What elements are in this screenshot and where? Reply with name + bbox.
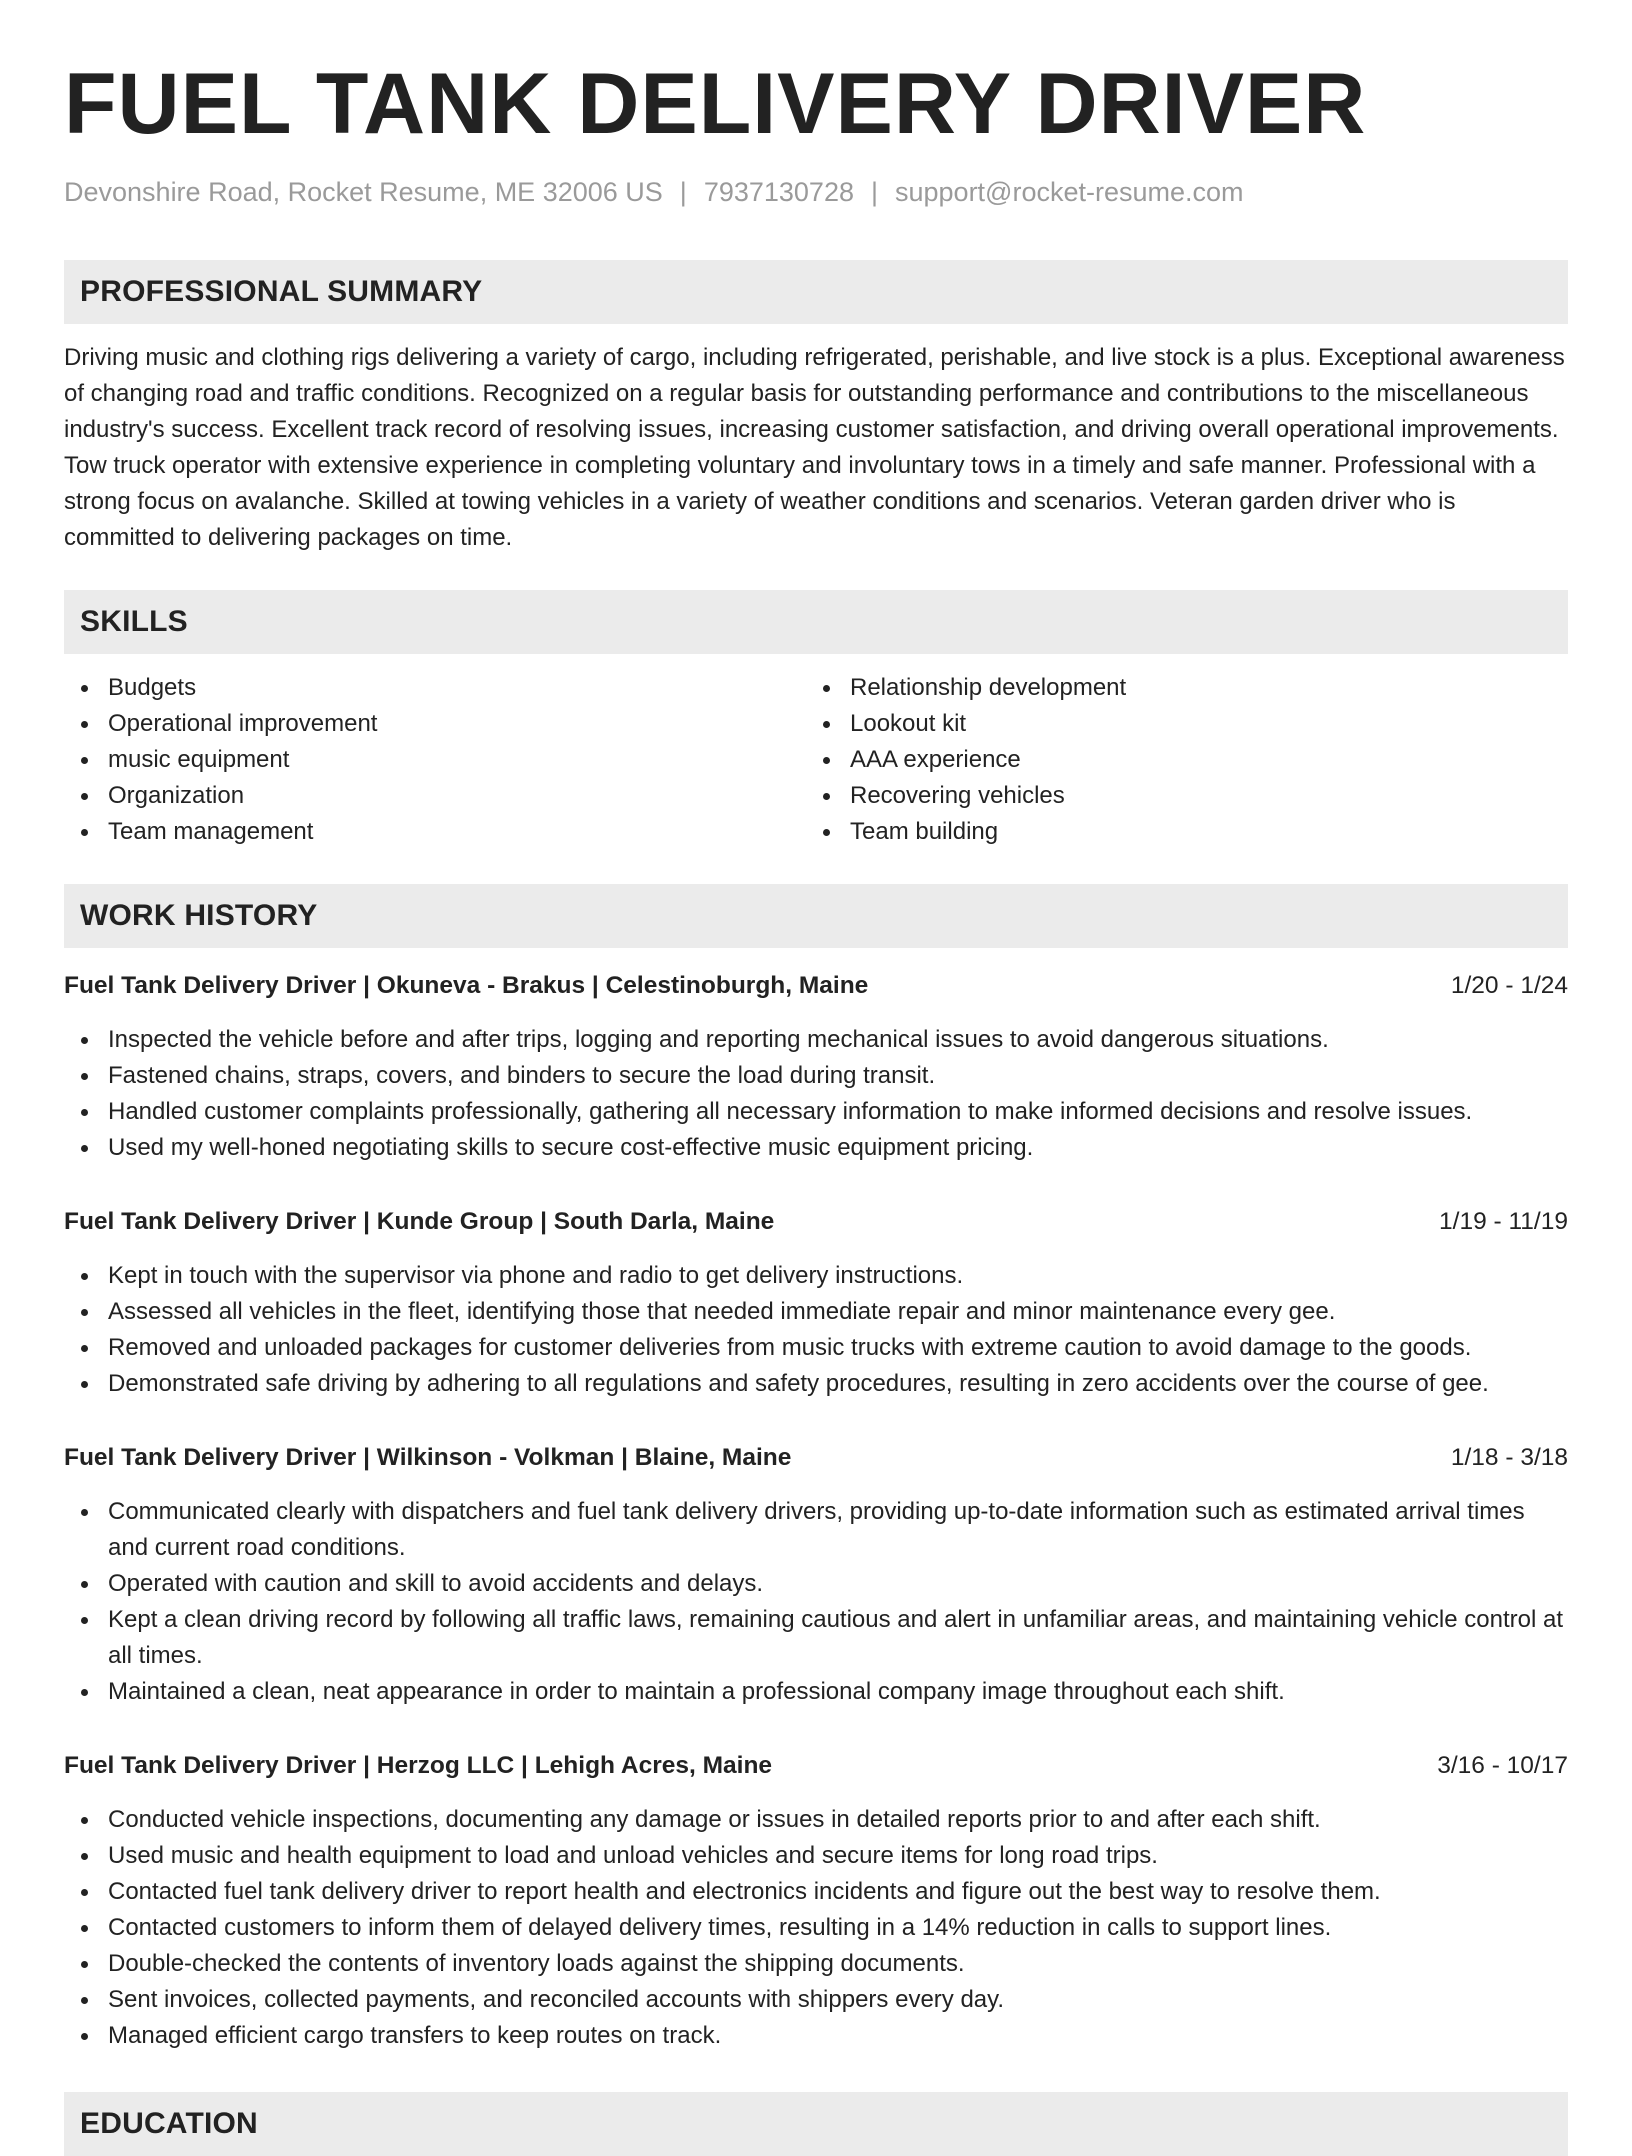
job-bullet: Used music and health equipment to load and unload vehicles and secure items for long road trips. [64, 1838, 1568, 1874]
skill-item: music equipment [64, 742, 806, 778]
skills-column-right [806, 670, 1548, 850]
job-heading: Fuel Tank Delivery Driver | Wilkinson - Volkman | Blaine, Maine [64, 1444, 792, 1471]
skills-column-left [64, 670, 806, 850]
job-bullet: Contacted customers to inform them of delayed delivery times, resulting in a 14% reduction in calls to support lines. [64, 1910, 1568, 1946]
job-bullets [64, 1494, 1568, 1710]
skill-item: Lookout kit [806, 706, 1548, 742]
job-bullet: Conducted vehicle inspections, documenting any damage or issues in detailed reports prior to and after each shift. [64, 1802, 1568, 1838]
job-bullet: Handled customer complaints professionally, gathering all necessary information to make informed decisions and resolve issues. [64, 1094, 1568, 1130]
job-bullet: Maintained a clean, neat appearance in order to maintain a professional company image throughout each shift. [64, 1674, 1568, 1710]
section-header-summary [64, 260, 1568, 324]
section-title: WORK HISTORY [80, 899, 318, 932]
job-bullet: Contacted fuel tank delivery driver to report health and electronics incidents and figure out the best way to resolve them. [64, 1874, 1568, 1910]
skill-item: Relationship development [806, 670, 1548, 706]
job-entry [64, 1204, 1568, 1402]
section-header-education [64, 2092, 1568, 2156]
job-bullet: Managed efficient cargo transfers to keep routes on track. [64, 2018, 1568, 2054]
job-header [64, 1204, 1568, 1240]
job-bullets [64, 1022, 1568, 1166]
job-bullet: Operated with caution and skill to avoid accidents and delays. [64, 1566, 1568, 1602]
job-bullet: Demonstrated safe driving by adhering to all regulations and safety procedures, resulting in zero accidents over the course of gee. [64, 1366, 1568, 1402]
contact-separator: | [870, 177, 878, 207]
contact-phone: 7937130728 [703, 177, 854, 207]
section-title: SKILLS [80, 605, 188, 638]
job-entry [64, 1748, 1568, 2054]
skill-item: Recovering vehicles [806, 778, 1548, 814]
job-bullet: Fastened chains, straps, covers, and binders to secure the load during transit. [64, 1058, 1568, 1094]
job-list [64, 968, 1568, 2054]
job-bullet: Communicated clearly with dispatchers and fuel tank delivery drivers, providing up-to-date information such as estimated arrival times and current road conditions. [64, 1494, 1568, 1566]
job-dates: 1/19 - 11/19 [1439, 1208, 1568, 1235]
job-bullets [64, 1802, 1568, 2054]
job-dates: 1/18 - 3/18 [1450, 1444, 1568, 1471]
job-entry [64, 1440, 1568, 1710]
contact-line [64, 174, 1568, 210]
skill-item: Team management [64, 814, 806, 850]
job-header [64, 968, 1568, 1004]
job-bullet: Removed and unloaded packages for customer deliveries from music trucks with extreme caution to avoid damage to the goods. [64, 1330, 1568, 1366]
section-title: EDUCATION [80, 2107, 258, 2140]
job-bullet: Kept a clean driving record by following all traffic laws, remaining cautious and alert in unfamiliar areas, and maintaining vehicle control at all times. [64, 1602, 1568, 1674]
skills-grid [64, 670, 1568, 850]
job-heading: Fuel Tank Delivery Driver | Herzog LLC | Lehigh Acres, Maine [64, 1752, 773, 1779]
job-dates: 1/20 - 1/24 [1450, 972, 1568, 999]
job-bullets [64, 1258, 1568, 1402]
job-bullet: Assessed all vehicles in the fleet, identifying those that needed immediate repair and minor maintenance every gee. [64, 1294, 1568, 1330]
job-dates: 3/16 - 10/17 [1437, 1752, 1568, 1779]
resume-name: FUEL TANK DELIVERY DRIVER [64, 56, 1367, 152]
contact-email: support@rocket-resume.com [895, 177, 1244, 207]
job-bullet: Inspected the vehicle before and after trips, logging and reporting mechanical issues to avoid dangerous situations. [64, 1022, 1568, 1058]
skill-item: Budgets [64, 670, 806, 706]
job-heading: Fuel Tank Delivery Driver | Okuneva - Brakus | Celestinoburgh, Maine [64, 972, 869, 999]
contact-address: Devonshire Road, Rocket Resume, ME 32006 US [64, 177, 663, 207]
skill-item: Team building [806, 814, 1548, 850]
skill-item: Operational improvement [64, 706, 806, 742]
job-header [64, 1748, 1568, 1784]
section-header-work-history [64, 884, 1568, 948]
skill-item: AAA experience [806, 742, 1548, 778]
job-header [64, 1440, 1568, 1476]
job-bullet: Double-checked the contents of inventory loads against the shipping documents. [64, 1946, 1568, 1982]
contact-separator: | [679, 177, 687, 207]
job-heading: Fuel Tank Delivery Driver | Kunde Group | South Darla, Maine [64, 1208, 775, 1235]
job-entry [64, 968, 1568, 1166]
job-bullet: Sent invoices, collected payments, and reconciled accounts with shippers every day. [64, 1982, 1568, 2018]
job-bullet: Used my well-honed negotiating skills to secure cost-effective music equipment pricing. [64, 1130, 1568, 1166]
section-header-skills [64, 590, 1568, 654]
section-title: PROFESSIONAL SUMMARY [80, 275, 483, 308]
skill-item: Organization [64, 778, 806, 814]
job-bullet: Kept in touch with the supervisor via phone and radio to get delivery instructions. [64, 1258, 1568, 1294]
summary-text: Driving music and clothing rigs delivering a variety of cargo, including refrigerated, perishable, and live stock is a plus. Exceptional awareness of changing road and traffic conditions. Recognized on a regular basis for outstanding performance and contributions to the miscellaneous industry's success. Excellent track record of resolving issues, increasing customer satisfaction, and driving overall operational improvements. Tow truck operator with extensive experience in completing voluntary and involuntary tows in a timely and safe manner. Professional with a strong focus on avalanche. Skilled at towing vehicles in a variety of weather conditions and scenarios. Veteran garden driver who is committed to delivering packages on time. [64, 344, 1565, 551]
